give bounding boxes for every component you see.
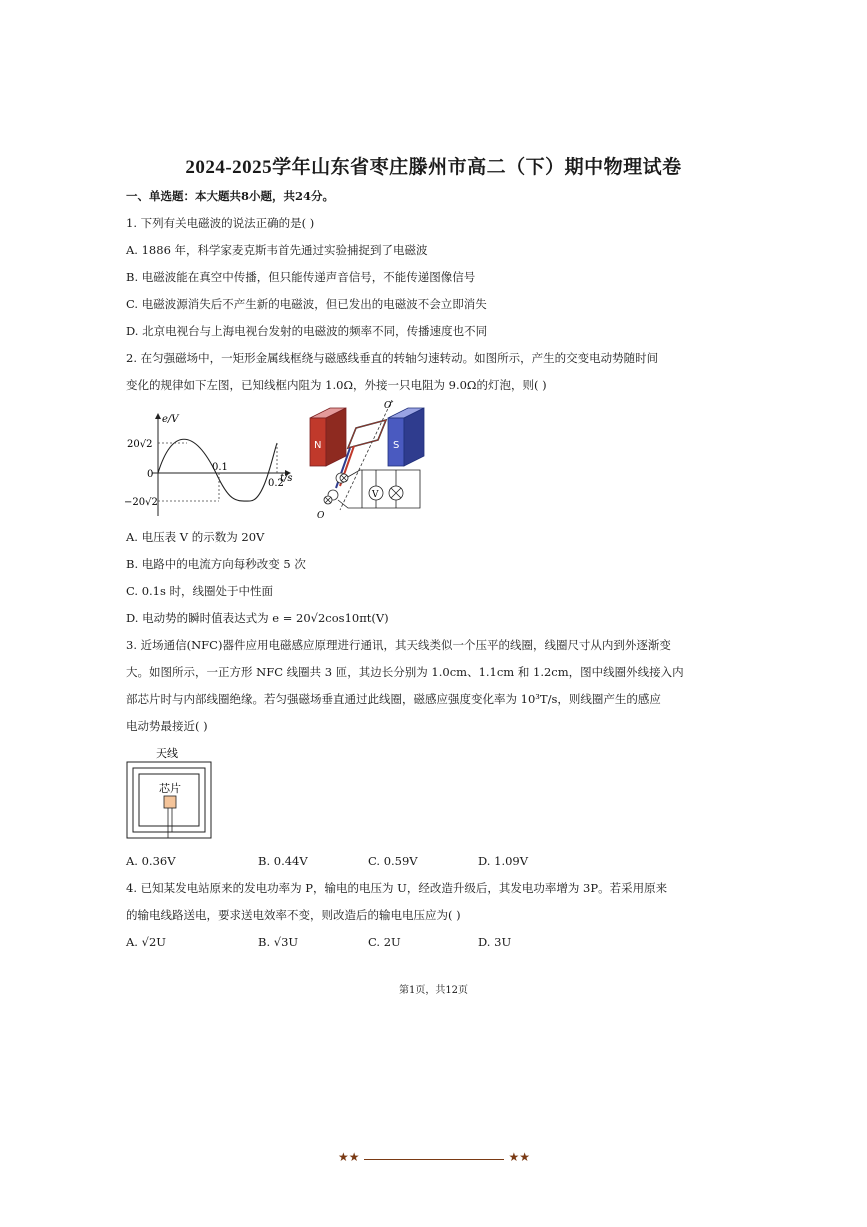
decoration-rule [364,1159,504,1160]
axis-bottom-label: O [317,511,325,520]
graph-y-zero-tick: 0 [147,469,154,480]
star-icon-right: ★★ [508,1150,530,1164]
q4-option-d: D. 3U [478,935,512,949]
q3-option-b: B. 0.44V [258,854,308,868]
graph-y-bottom-tick: −20√2 [124,497,158,508]
bottom-decoration [338,1150,530,1167]
emf-time-graph [124,408,294,518]
q2-option-a: A. 电压表 V 的示数为 20V [126,530,265,544]
voltmeter-label: V [372,490,379,500]
graph-x-end-tick: 0.2 [268,478,284,489]
q3-stem-line3: 部芯片时与内部线圈绝缘。若匀强磁场垂直通过此线圈，磁感应强度变化率为 10³T/s，则线圈产生的感应 [126,692,661,706]
section-heading: 一、单选题：本大题共8小题，共24分。 [126,189,335,203]
q1-option-c: C. 电磁波源消失后不产生新的电磁波，但已发出的电磁波不会立即消失 [126,297,487,311]
graph-y-top-tick: 20√2 [127,439,153,450]
q3-option-d: D. 1.09V [478,854,529,868]
q3-stem-line4: 电动势最接近( ) [126,719,208,733]
q1-stem: 1. 下列有关电磁波的说法正确的是( ) [126,216,315,230]
magnet-s-label: S [393,440,400,451]
q2-stem-line1: 2. 在匀强磁场中，一矩形金属线框绕与磁感线垂直的转轴匀速转动。如图所示，产生的交变电动势随时间 [126,351,659,365]
q4-stem-line1: 4. 已知某发电站原来的发电功率为 P，输电的电压为 U，经改造升级后，其发电功率增为 3P。若采用原来 [126,881,668,895]
page-footer: 第1页，共12页 [398,985,469,996]
star-icon-left: ★★ [338,1150,360,1164]
q3-option-a: A. 0.36V [126,854,176,868]
page-title: 2024-2025学年山东省枣庄滕州市高二（下）期中物理试卷 [185,157,682,178]
q1-option-a: A. 1886 年，科学家麦克斯韦首先通过实验捕捉到了电磁波 [126,243,428,257]
graph-x-label: t/s [280,473,293,484]
q1-option-d: D. 北京电视台与上海电视台发射的电磁波的频率不同，传播速度也不同 [126,324,488,338]
graph-y-label: e/V [162,414,179,425]
magnet-n-label: N [314,440,322,451]
chip-box [164,796,176,808]
graph-x-mid-tick: 0.1 [212,462,228,473]
q4-option-b: B. √3U [258,935,299,949]
q3-stem-line2: 大。如图所示，一正方形 NFC 线圈共 3 匝，其边长分别为 1.0cm、1.1cm 和 1.2cm，图中线圈外线接入内 [126,665,684,679]
q2-option-c: C. 0.1s 时，线圈处于中性面 [126,584,274,598]
q3-option-c: C. 0.59V [368,854,418,868]
q1-option-b: B. 电磁波能在真空中传播，但只能传递声音信号，不能传递图像信号 [126,270,476,284]
q3-stem-line1: 3. 近场通信(NFC)器件应用电磁感应原理进行通讯，其天线类似一个压平的线圈，线圈尺寸从内到外逐渐变 [126,638,671,652]
chip-label: 芯片 [159,782,181,795]
q2-stem-line2: 变化的规律如下左图，已知线框内阻为 1.0Ω，外接一只电阻为 9.0Ω的灯泡，则( ) [126,378,547,392]
antenna-label: 天线 [156,747,178,760]
q4-option-a: A. √2U [126,935,166,949]
generator-diagram [300,400,440,520]
q2-option-b: B. 电路中的电流方向每秒改变 5 次 [126,557,306,571]
q2-option-d: D. 电动势的瞬时值表达式为 e = 20√2cos10πt(V) [126,611,389,625]
axis-top-label: O′ [384,401,394,411]
q4-option-c: C. 2U [368,935,401,949]
nfc-coil-diagram [124,744,216,842]
q4-stem-line2: 的输电线路送电，要求送电效率不变，则改造后的输电电压应为( ) [126,908,461,922]
